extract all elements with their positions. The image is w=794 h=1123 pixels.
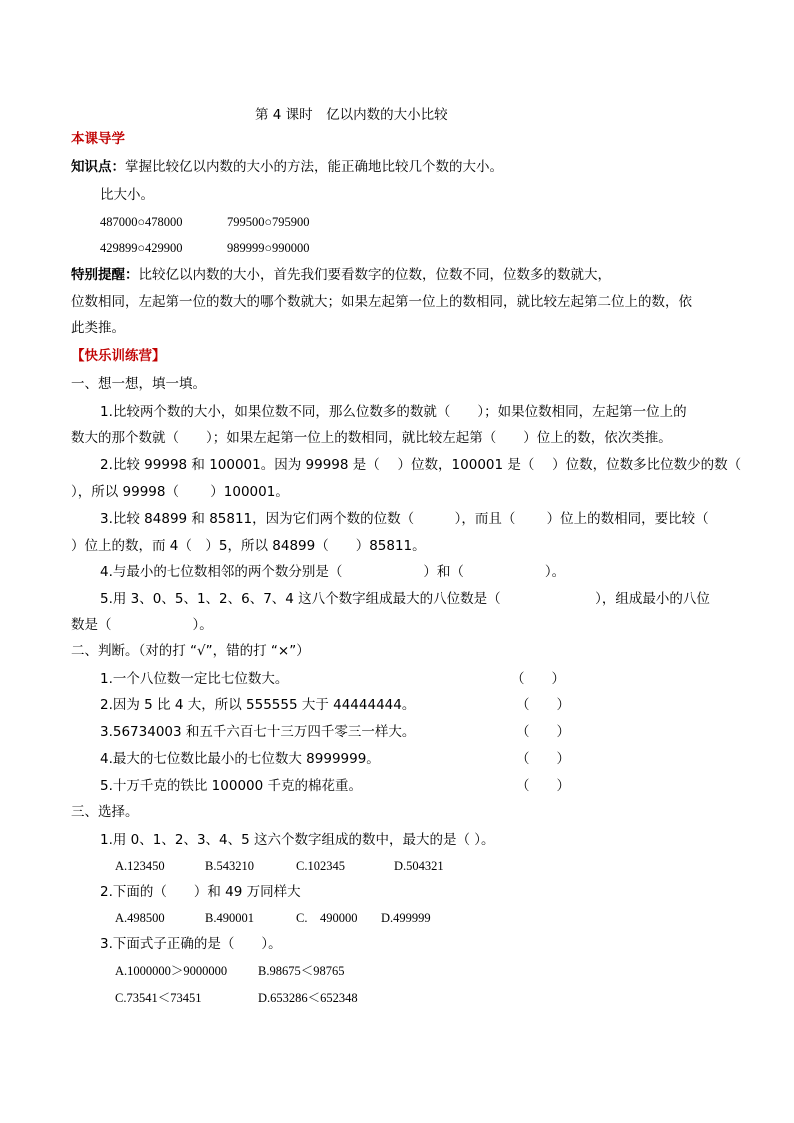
judge-item: 2.因为 5 比 4 大，所以 555555 大于 44444444。	[100, 697, 416, 713]
tip-text: 比较亿以内数的大小，首先我们要看数字的位数，位数不同，位数多的数就大，	[138, 267, 611, 283]
choice-option: A.498500	[115, 911, 165, 925]
fill-question-line: 数是（ ）。	[71, 617, 213, 633]
camp-heading: 【快乐训练营】	[71, 348, 166, 364]
judge-item: 1.一个八位数一定比七位数大。	[100, 671, 289, 687]
tip-text: 此类推。	[71, 320, 125, 336]
compare-item: 429899○429900	[100, 241, 183, 255]
tip	[71, 265, 611, 285]
fill-question-line: 5.用 3、0、5、1、2、6、7、4 这八个数字组成最大的八位数是（ ），组成最小的八位	[100, 591, 710, 607]
choice-option: C. 490000	[296, 911, 358, 925]
knowledge-point-label: 知识点：	[71, 159, 125, 175]
section-2-heading: 二、判断。（对的打 “√”，错的打 “×”）	[71, 643, 310, 659]
section-3-heading: 三、选择。	[71, 804, 139, 820]
compare-title: 比大小。	[100, 187, 154, 203]
guide-heading: 本课导学	[71, 131, 125, 147]
fill-question-line: ），所以 99998（ ）100001。	[71, 484, 289, 500]
compare-item: 799500○795900	[227, 215, 310, 229]
fill-question-line: 4.与最小的七位数相邻的两个数分别是（ ）和（ ）。	[100, 564, 566, 580]
judge-answer-blank: （ ）	[516, 751, 570, 767]
fill-question-line: 2.比较 99998 和 100001。因为 99998 是（ ）位数，100001 是（ ）位数，位数多比位数少的数（	[100, 457, 742, 473]
section-1-heading: 一、想一想，填一填。	[71, 376, 206, 392]
choice-option: A.1000000＞9000000	[115, 964, 228, 978]
choice-option: A.123450	[115, 859, 165, 873]
fill-question-line: ）位上的数，而 4（ ）5，所以 84899（ ）85811。	[71, 538, 426, 554]
judge-answer-blank: （ ）	[516, 778, 570, 794]
choice-option: D.653286＜652348	[258, 991, 358, 1005]
judge-answer-blank: （ ）	[511, 671, 565, 687]
choice-question: 1.用 0、1、2、3、4、5 这六个数字组成的数中，最大的是（ ）。	[100, 832, 495, 848]
choice-question: 2.下面的（ ）和 49 万同样大	[100, 884, 301, 900]
choice-option: B.98675＜98765	[258, 964, 345, 978]
knowledge-point-text: 掌握比较亿以内数的大小的方法，能正确地比较几个数的大小。	[125, 159, 503, 175]
choice-option: B.543210	[205, 859, 254, 873]
fill-question-line: 1.比较两个数的大小，如果位数不同，那么位数多的数就（ ）；如果位数相同，左起第一位上的	[100, 404, 687, 420]
tip-text: 位数相同，左起第一位的数大的哪个数就大；如果左起第一位上的数相同，就比较左起第二位上的数，依	[71, 294, 692, 310]
compare-item: 487000○478000	[100, 215, 183, 229]
page-title: 第 4 课时 亿以内数的大小比较	[255, 107, 448, 123]
fill-question-line: 数大的那个数就（ ）；如果左起第一位上的数相同，就比较左起第（ ）位上的数，依次类推。	[71, 430, 672, 446]
knowledge-point	[71, 157, 503, 177]
judge-answer-blank: （ ）	[516, 697, 570, 713]
choice-question: 3.下面式子正确的是（ ）。	[100, 936, 282, 952]
choice-option: C.102345	[296, 859, 345, 873]
choice-option: D.504321	[394, 859, 444, 873]
fill-question-line: 3.比较 84899 和 85811，因为它们两个数的位数（ ），而且（ ）位上的数相同，要比较（	[100, 511, 709, 527]
judge-item: 4.最大的七位数比最小的七位数大 8999999。	[100, 751, 380, 767]
judge-answer-blank: （ ）	[516, 724, 570, 740]
choice-option: D.499999	[381, 911, 431, 925]
compare-item: 989999○990000	[227, 241, 310, 255]
judge-item: 5.十万千克的铁比 100000 千克的棉花重。	[100, 778, 362, 794]
choice-option: C.73541＜73451	[115, 991, 202, 1005]
choice-option: B.490001	[205, 911, 254, 925]
tip-label: 特别提醒：	[71, 267, 139, 283]
judge-item: 3.56734003 和五千六百七十三万四千零三一样大。	[100, 724, 416, 740]
